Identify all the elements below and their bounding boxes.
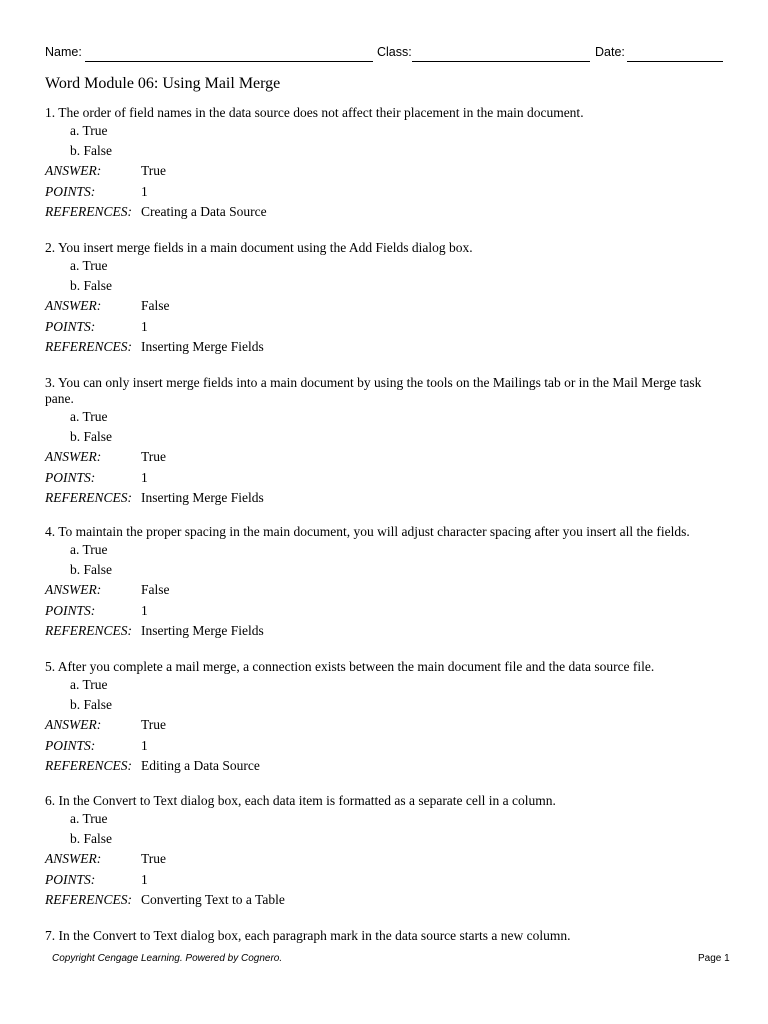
points-label: POINTS: [45, 318, 96, 334]
question-stem: 1. The order of field names in the data source does not affect their placement in the main document. [45, 105, 584, 120]
points-label: POINTS: [45, 469, 96, 485]
answer-row [45, 447, 725, 468]
answer-label: ANSWER: [45, 163, 102, 178]
answer-value: False [141, 298, 170, 313]
points-label: POINTS: [45, 602, 96, 618]
references-label: REFERENCES: [45, 758, 132, 773]
points-label: POINTS: [45, 871, 96, 887]
question-6 [45, 793, 725, 911]
question-stem: 5. After you complete a mail merge, a connection exists between the main document file and the data source file. [45, 659, 655, 674]
references-value: Converting Text to a Table [141, 892, 285, 907]
points-row [45, 468, 725, 489]
class-label: Class: [377, 45, 412, 59]
answer-value: True [141, 163, 167, 178]
option-a: a. True [70, 258, 108, 273]
references-row [45, 202, 725, 223]
answer-label: ANSWER: [45, 582, 102, 597]
answer-row [45, 296, 725, 317]
question-5 [45, 659, 725, 777]
references-row [45, 621, 725, 642]
page-title: Word Module 06: Using Mail Merge [45, 75, 281, 92]
option-b: b. False [70, 143, 112, 158]
points-value: 1 [141, 602, 148, 618]
option-b: b. False [70, 562, 112, 577]
points-value: 1 [141, 871, 148, 887]
question-stem: 4. To maintain the proper spacing in the main document, you will adjust character spacing after you insert all the fields. [45, 524, 690, 539]
points-label: POINTS: [45, 737, 96, 753]
references-label: REFERENCES: [45, 623, 132, 638]
points-row [45, 736, 725, 757]
option-b: b. False [70, 278, 112, 293]
option-a: a. True [70, 677, 108, 692]
class-blank [412, 61, 590, 62]
option-a: a. True [70, 542, 108, 557]
references-label: REFERENCES: [45, 892, 132, 907]
answer-value: True [141, 449, 167, 464]
references-label: REFERENCES: [45, 204, 132, 219]
answer-value: True [141, 851, 167, 866]
question-stem: 7. In the Convert to Text dialog box, each paragraph mark in the data source starts a new column. [45, 928, 571, 943]
references-row [45, 756, 725, 777]
date-label: Date: [595, 45, 625, 59]
option-b: b. False [70, 697, 112, 712]
question-stem: 6. In the Convert to Text dialog box, each data item is formatted as a separate cell in a column. [45, 793, 556, 808]
points-row [45, 870, 725, 891]
date-blank [627, 61, 723, 62]
question-3 [45, 375, 725, 509]
answer-label: ANSWER: [45, 851, 102, 866]
answer-label: ANSWER: [45, 449, 102, 464]
references-value: Inserting Merge Fields [141, 490, 264, 505]
question-7 [45, 928, 725, 944]
points-row [45, 182, 725, 203]
points-label: POINTS: [45, 183, 96, 199]
answer-label: ANSWER: [45, 298, 102, 313]
references-row [45, 890, 725, 911]
references-label: REFERENCES: [45, 490, 132, 505]
references-value: Inserting Merge Fields [141, 623, 264, 638]
answer-row [45, 161, 725, 182]
question-1 [45, 105, 725, 223]
points-value: 1 [141, 183, 148, 199]
answer-label: ANSWER: [45, 717, 102, 732]
answer-row [45, 715, 725, 736]
points-value: 1 [141, 469, 148, 485]
question-2 [45, 240, 725, 358]
answer-value: False [141, 582, 170, 597]
answer-value: True [141, 717, 167, 732]
references-row [45, 337, 725, 358]
answer-row [45, 849, 725, 870]
references-value: Editing a Data Source [141, 758, 260, 773]
references-row [45, 488, 725, 509]
references-label: REFERENCES: [45, 339, 132, 354]
answer-row [45, 580, 725, 601]
name-label: Name: [45, 45, 82, 59]
option-b: b. False [70, 831, 112, 846]
option-a: a. True [70, 409, 108, 424]
references-value: Inserting Merge Fields [141, 339, 264, 354]
question-stem: 2. You insert merge fields in a main document using the Add Fields dialog box. [45, 240, 473, 255]
option-a: a. True [70, 123, 108, 138]
points-value: 1 [141, 737, 148, 753]
points-row [45, 601, 725, 622]
question-4 [45, 524, 725, 642]
option-a: a. True [70, 811, 108, 826]
points-value: 1 [141, 318, 148, 334]
references-value: Creating a Data Source [141, 204, 267, 219]
header-fields [45, 45, 725, 65]
points-row [45, 317, 725, 338]
option-b: b. False [70, 429, 112, 444]
name-blank [85, 61, 373, 62]
copyright-footer: Copyright Cengage Learning. Powered by Cognero. [52, 953, 283, 964]
question-stem: 3. You can only insert merge fields into a main document by using the tools on the Mailings tab or in the Mail Merge task pane. [45, 375, 702, 406]
page-number: Page 1 [698, 953, 730, 964]
